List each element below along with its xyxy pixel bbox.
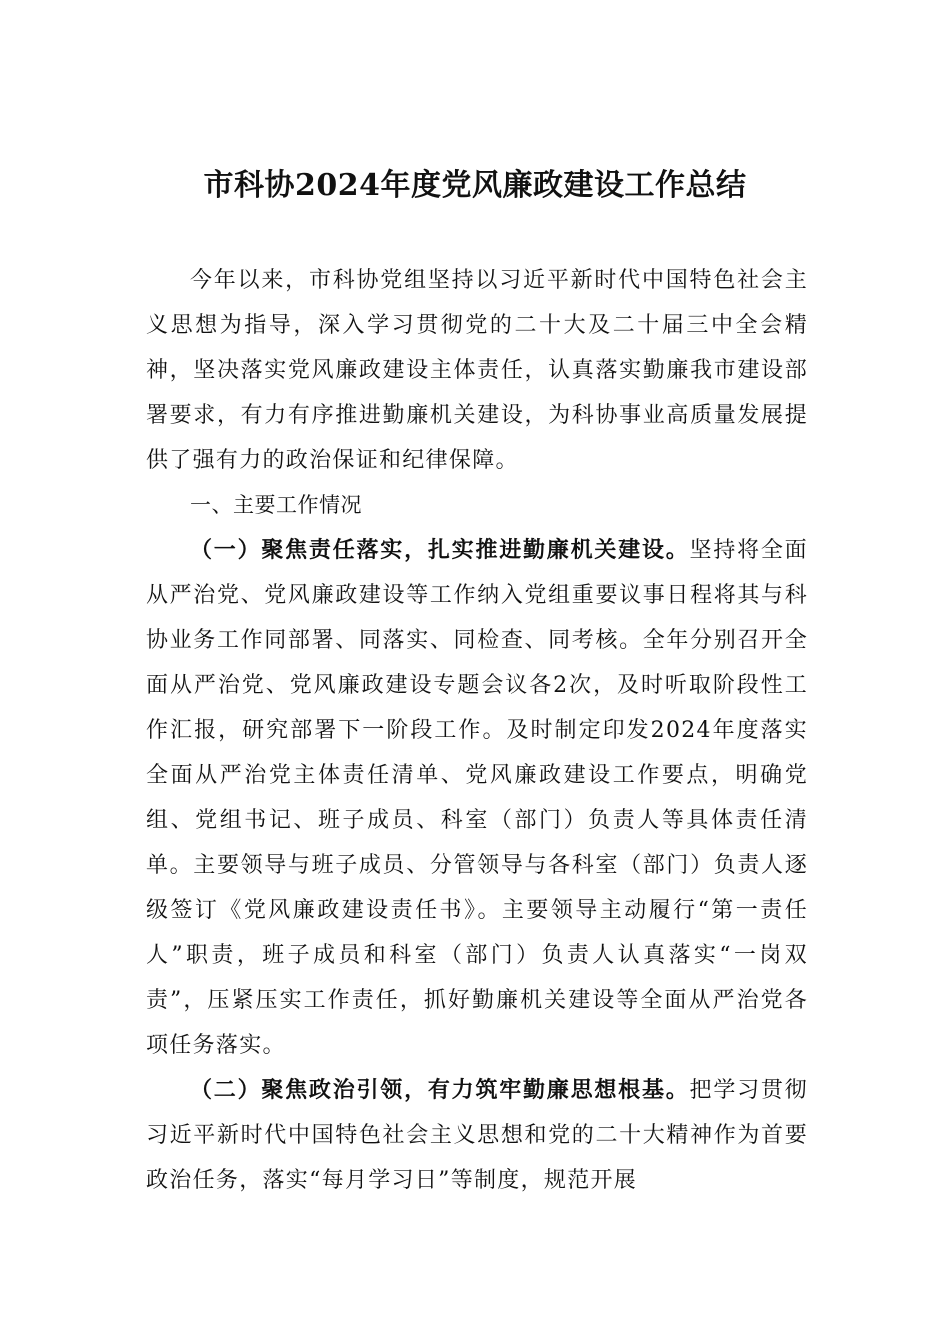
paragraph-item-2 — [146, 1068, 808, 1203]
item-2-text: 把学习贯彻习近平新时代中国特色社会主义思想和党的二十大精神作为首要政治任务，落实“每月学习日”等制度，规范开展 — [146, 1078, 808, 1193]
item-1-lead: （一）聚焦责任落实，扎实推进勤廉机关建设。 — [190, 537, 690, 563]
item-2-lead: （二）聚焦政治引领，有力筑牢勤廉思想根基。 — [190, 1077, 690, 1103]
section-heading-main-work: 一、主要工作情况 — [190, 493, 362, 517]
intro-paragraph: 今年以来，市科协党组坚持以习近平新时代中国特色社会主义思想为指导，深入学习贯彻党的二十大及二十届三中全会精神，坚决落实党风廉政建设主体责任，认真落实勤廉我市建设部署要求，有力有序推进勤廉机关建设，为科协事业高质量发展提供了强有力的政治保证和纪律保障。 — [146, 268, 808, 473]
paragraph-item-1 — [146, 528, 808, 1068]
document-body — [146, 258, 808, 1203]
item-1-text: 坚持将全面从严治党、党风廉政建设等工作纳入党组重要议事日程将其与科协业务工作同部署、同落实、同检查、同考核。全年分别召开全面从严治党、党风廉政建设专题会议各2次，及时听取阶段性工作汇报，研究部署下一阶段工作。及时制定印发2024年度落实全面从严治党主体责任清单、党风廉政建设工作要点，明确党组、党组书记、班子成员、科室（部门）负责人等具体责任清单。主要领导与班子成员、分管领导与各科室（部门）负责人逐级签订《党风廉政建设责任书》。主要领导主动履行“第一责任人”职责，班子成员和科室（部门）负责人认真落实“一岗双责”，压紧压实工作责任，抓好勤廉机关建设等全面从严治党各项任务落实。 — [146, 538, 808, 1058]
document-title: 市科协2024年度党风廉政建设工作总结 — [203, 168, 747, 203]
